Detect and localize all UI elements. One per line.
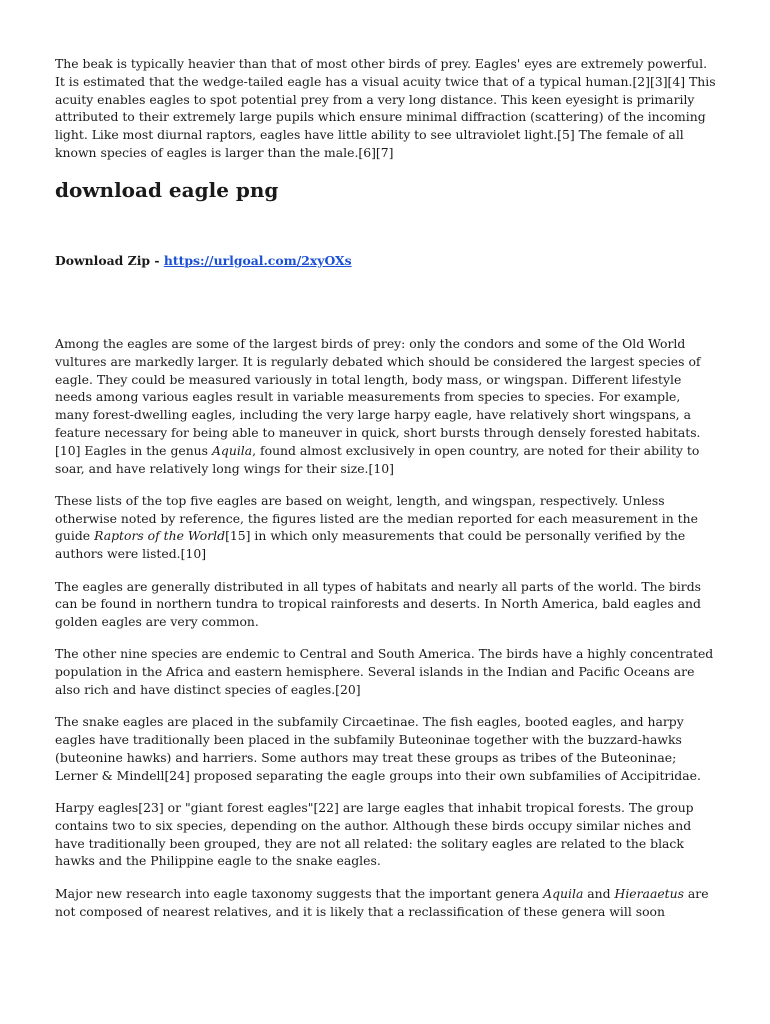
- paragraph-subfamilies: The snake eagles are placed in the subfamily Circaetinae. The fish eagles, booted eagles, and harpy eagles have traditionally been placed in the subfamily Buteoninae together with the buzzard-hawks (buteonine hawks) and harriers. Some authors may treat these groups as tribes of the Buteoninae; Lerner & Mindell[24] proposed separating the eagle groups into their own subfamilies of Accipitridae.: [55, 714, 701, 783]
- download-label: Download Zip -: [55, 253, 164, 268]
- paragraph-distribution: The eagles are generally distributed in all types of habitats and nearly all parts of the world. The birds can be found in northern tundra to tropical rainforests and deserts. In North America, bald eagles and golden eagles are very common.: [55, 578, 702, 630]
- paragraph-top-five-lists: These lists of the top five eagles are based on weight, length, and wingspan, respectively. Unless otherwise noted by reference, the figures listed are the median reported for each measurement in the guide Raptors of the World[15] in which only measurements that could be personally verified by the authors were listed.[10]: [55, 492, 698, 562]
- paragraph-taxonomy-research: Major new research into eagle taxonomy suggests that the important genera Aquila and Hieraaetus are not composed of nearest relatives, and it is likely that a reclassification of these genera will soon: [55, 885, 709, 919]
- download-line: [55, 252, 352, 270]
- download-link[interactable]: https://urlgoal.com/2xyOXs: [163, 253, 352, 268]
- section-heading: download eagle png: [55, 178, 279, 202]
- article-body: [55, 335, 717, 935]
- paragraph-harpy-eagles: Harpy eagles[23] or "giant forest eagles"[22] are large eagles that inhabit tropical forests. The group contains two to six species, depending on the author. Although these birds occupy similar niches and have traditionally been grouped, they are not all related: the solitary eagles are related to the black hawks and the Philippine eagle to the snake eagles.: [55, 800, 694, 869]
- document-page: [55, 55, 717, 919]
- paragraph-largest-species: Among the eagles are some of the largest birds of prey: only the condors and some of the Old World vultures are markedly larger. It is regularly debated which should be considered the largest species of eagle. They could be measured variously in total length, body mass, or wingspan. Different lifestyle needs among various eagles result in variable measurements from species to species. For example, many forest-dwelling eagles, including the very large harpy eagle, have relatively short wingspans, a feature necessary for being able to maneuver in quick, short bursts through densely forested habitats.[10] Eagles in the genus Aquila, found almost exclusively in open country, are noted for their ability to soar, and have relatively long wings for their size.[10]: [55, 336, 701, 476]
- intro-paragraph: The beak is typically heavier than that of most other birds of prey. Eagles' eyes are extremely powerful. It is estimated that the wedge-tailed eagle has a visual acuity twice that of a typical human.[2][3][4] This acuity enables eagles to spot potential prey from a very long distance. This keen eyesight is primarily attributed to their extremely large pupils which ensure minimal diffraction (scattering) of the incoming light. Like most diurnal raptors, eagles have little ability to see ultraviolet light.[5] The female of all known species of eagles is larger than the male.[6][7]: [55, 56, 716, 160]
- paragraph-endemic-species: The other nine species are endemic to Central and South America. The birds have a highly concentrated population in the Africa and eastern hemisphere. Several islands in the Indian and Pacific Oceans are also rich and have distinct species of eagles.[20]: [55, 646, 714, 698]
